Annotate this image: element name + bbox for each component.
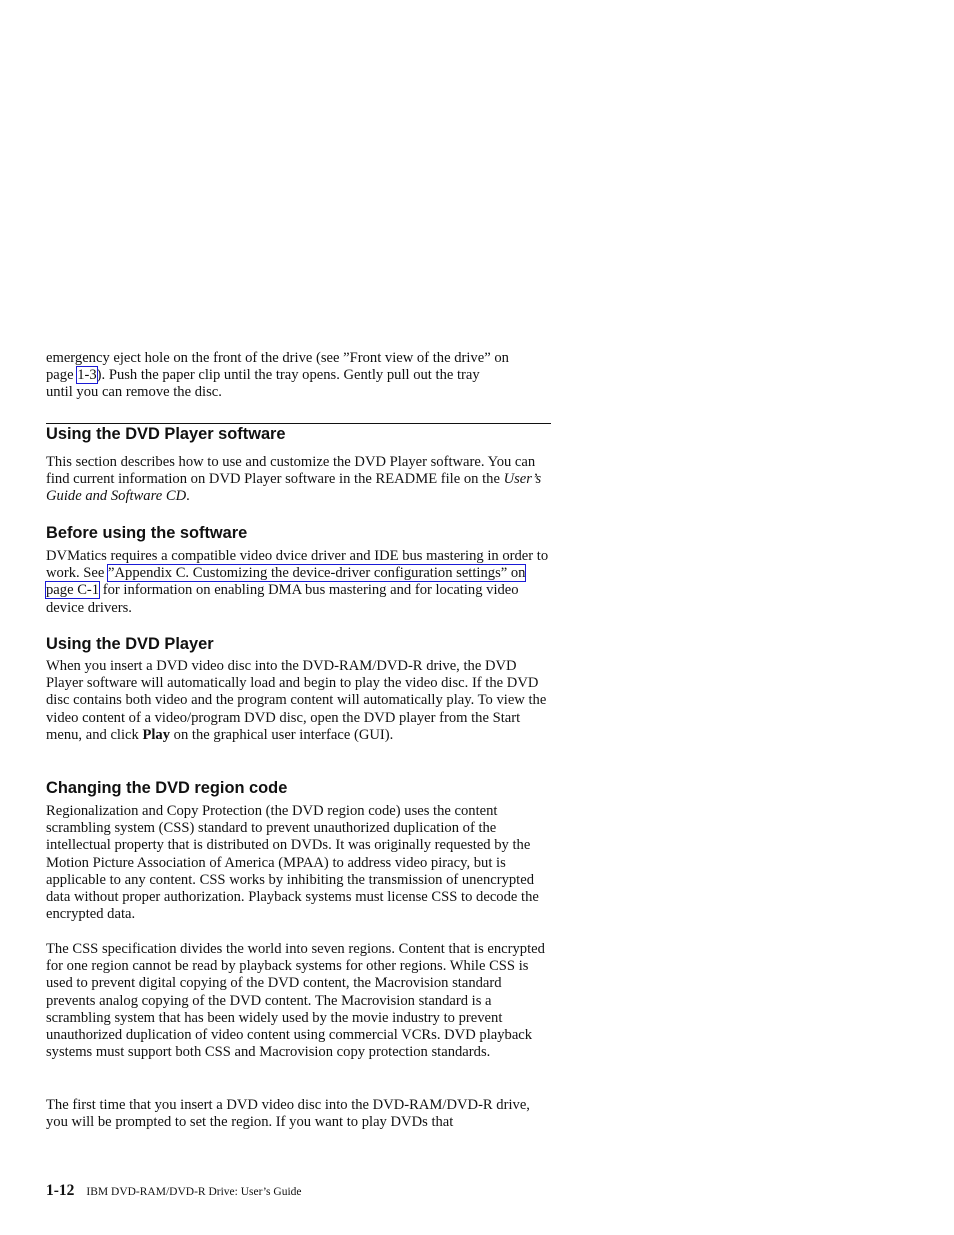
before-using-paragraph bbox=[46, 548, 552, 617]
region-paragraph-1-text: Regionalization and Copy Protection (the DVD region code) uses the content scrambling system (CSS) standard to prevent unauthorized duplication of the intellectual property that is distributed on DVDs. It was originally requested by the Motion Picture Association of America (MPAA) to address video piracy, but is applicable to any content. CSS works by inhibiting the transmission of unencrypted data without proper authorization. Playback systems must license CSS to decode the encrypted data. bbox=[46, 803, 539, 923]
dvd-software-paragraph bbox=[46, 454, 552, 506]
region-paragraph-1 bbox=[46, 803, 552, 923]
section-divider bbox=[46, 423, 551, 424]
intro-line-3: until you can remove the disc. bbox=[46, 384, 222, 401]
page-footer bbox=[46, 1182, 302, 1200]
heading-using-dvd-player-software: Using the DVD Player software bbox=[46, 425, 286, 443]
heading-changing-region-code: Changing the DVD region code bbox=[46, 779, 288, 797]
region-paragraph-2-text: The CSS specification divides the world into seven regions. Content that is encrypted for one region cannot be read by playback systems for other regions. While CSS is used to prevent digital copying of the DVD content, the Macrovision standard prevents analog copying of the DVD content. The Macrovision standard is a scrambling system that has been widely used by the movie industry to prevent unauthorized duplication of video content using commercial VCRs. DVD playback systems must support both CSS and Macrovision copy protection standards. bbox=[46, 941, 545, 1061]
before-using-text-end: for information on enabling DMA bus mastering and for locating video device drivers. bbox=[46, 582, 519, 616]
region-paragraph-2 bbox=[46, 941, 552, 1061]
heading-before-using-software: Before using the software bbox=[46, 524, 248, 542]
intro-line-1: emergency eject hole on the front of the drive (see ”Front view of the drive” on bbox=[46, 350, 509, 366]
dvd-software-text: This section describes how to use and customize the DVD Player software. You can find current information on DVD Player software in the README file on the bbox=[46, 454, 536, 488]
region-paragraph-3-text: The first time that you insert a DVD video disc into the DVD-RAM/DVD-R drive, you will be prompted to set the region. If you want to play DVDs that bbox=[46, 1097, 530, 1131]
intro-paragraph bbox=[46, 350, 552, 402]
intro-line-2-post: ). Push the paper clip until the tray opens. Gently pull out the tray bbox=[96, 367, 480, 384]
heading-using-dvd-player: Using the DVD Player bbox=[46, 635, 214, 653]
intro-line-2-pre: page bbox=[46, 367, 78, 384]
before-using-text: DVMatics requires a compatible video dvice driver and IDE bus mastering in order to work. See bbox=[46, 548, 549, 582]
intro-line-2 bbox=[46, 367, 552, 384]
appendix-c-link[interactable]: ”Appendix C. Customizing the device-driver configuration settings” on page C-1 bbox=[46, 565, 526, 599]
dvd-software-text-end: . bbox=[186, 488, 190, 505]
book-title: IBM DVD-RAM/DVD-R Drive: User’s Guide bbox=[86, 1186, 302, 1198]
using-player-text: When you insert a DVD video disc into the DVD-RAM/DVD-R drive, the DVD Player software will automatically load and begin to play the video disc. If the DVD disc contains both video and the program content will automatically play. To view the video content of a video/program DVD disc, open the DVD player from the Start menu, and click bbox=[46, 658, 547, 743]
play-keyword: Play bbox=[142, 726, 171, 743]
page-number: 1-12 bbox=[46, 1182, 75, 1199]
using-player-paragraph bbox=[46, 658, 552, 744]
region-paragraph-3 bbox=[46, 1097, 552, 1131]
page-1-3-link[interactable]: 1-3 bbox=[77, 367, 97, 384]
users-guide-cd-title: User’s Guide and Software CD bbox=[46, 471, 542, 505]
using-player-text-end: on the graphical user interface (GUI). bbox=[170, 726, 394, 743]
